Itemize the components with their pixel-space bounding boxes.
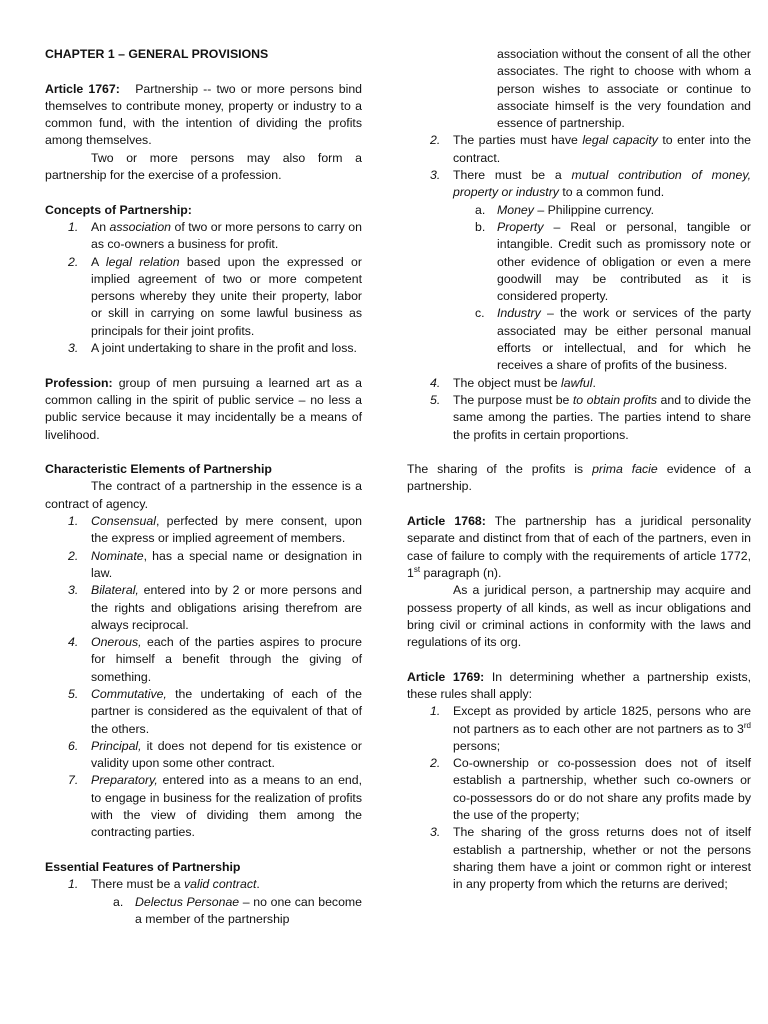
article-1767 xyxy=(45,81,362,150)
sharing-profits-note: The sharing of the profits is prima facie evidence of a partnership. xyxy=(407,462,751,494)
list-item: 7. Preparatory, entered into as a means to an end, to engage in business for the realization of profits with the view of dividing them among the contracting parties. xyxy=(68,773,362,840)
sub-list-item: a. Money – Philippine currency. xyxy=(475,202,654,217)
article-1767-text: Partnership -- two or more persons bind themselves to contribute money, property or industry to a common fund, with the intention of dividing the profits among themselves. xyxy=(45,81,363,148)
list-item: 5. The purpose must be to obtain profits and to divide the same among the parties. The parties intend to share the profits in certain proportions. xyxy=(430,392,751,442)
article-1769-label: Article 1769: xyxy=(407,669,485,684)
characteristic-intro: The contract of a partnership in the essence is a contract of agency. xyxy=(45,479,362,511)
article-1768-label: Article 1768: xyxy=(407,514,486,529)
sub-list-item: c. Industry – the work or services of the party associated may be either personal manual efforts or intellectual, and for which he receives a share of profits of the business. xyxy=(475,306,751,373)
profession-definition: Profession: group of men pursuing a learned art as a common calling in the spirit of public service – no less a public service because it may incidentally be a means of livelihood. xyxy=(45,375,362,442)
list-item: 2. Nominate, has a special name or designation in law. xyxy=(68,548,362,580)
characteristic-heading: Characteristic Elements of Partnership xyxy=(45,462,272,477)
right-column xyxy=(407,46,751,894)
sub-list-item-continued: association without the consent of all the other associates. The right to choose with whom a person wishes to associate or continue to associate himself is the very foundation and essence of partnership. xyxy=(497,47,751,131)
article-1768-para2: As a juridical person, a partnership may acquire and possess property of all kinds, as well as incur obligations and bring civil or criminal actions in conformity with the laws and regulations of its org. xyxy=(407,583,751,650)
sub-list-item: b. Property – Real or personal, tangible or intangible. Credit such as promissory note or other evidence of obligation or even a mere goodwill may be contributed as it is considered property. xyxy=(475,219,751,304)
list-item: 1. There must be a valid contract. xyxy=(68,877,260,892)
list-item: 1. Except as provided by article 1825, persons who are not partners as to each other are not partners as to 3rd persons; xyxy=(430,704,751,753)
list-item: 1. An association of two or more persons to carry on as co-owners a business for profit. xyxy=(68,219,362,252)
left-column xyxy=(45,46,362,928)
list-item: 5. Commutative, the undertaking of each of the partner is considered as the equivalent of that of the others. xyxy=(68,686,362,736)
article-1769: Article 1769: In determining whether a partnership exists, these rules shall apply: xyxy=(407,669,752,701)
list-item: 4. The object must be lawful. xyxy=(430,375,596,390)
chapter-title: CHAPTER 1 – GENERAL PROVISIONS xyxy=(45,47,269,61)
sub-list-item: a. Delectus Personae – no one can become a member of the partnership xyxy=(113,894,362,926)
list-item: 3. There must be a mutual contribution of money, property or industry to a common fund. xyxy=(430,168,751,200)
list-item: 4. Onerous, each of the parties aspires to procure for himself a benefit through the giving of something. xyxy=(68,635,362,684)
article-1768: Article 1768: The partnership has a juridical personality separate and distinct from that of each of the partners, even in case of failure to comply with the requirements of article 1772, 1st paragraph (n). xyxy=(407,514,751,580)
list-item: 3. A joint undertaking to share in the profit and loss. xyxy=(68,341,357,356)
list-item: 6. Principal, it does not depend for tis existence or validity upon some other contract. xyxy=(68,738,362,771)
list-item: 2. A legal relation based upon the expressed or implied agreement of two or more competent persons whereby they unite their property, labor or skill in carrying on some lawful business as principals for their joint profits. xyxy=(68,254,362,338)
concepts-heading: Concepts of Partnership: xyxy=(45,202,192,217)
list-item: 1. Consensual, perfected by mere consent, upon the express or implied agreement of members. xyxy=(68,514,362,546)
article-1767-para2: Two or more persons may also form a partnership for the exercise of a profession. xyxy=(45,150,362,183)
list-item: 2. Co-ownership or co-possession does not of itself establish a partnership, whether such co-owners or co-possessors do or do not share any profits made by the use of the property; xyxy=(430,756,751,823)
list-item: 3. The sharing of the gross returns does not of itself establish a partnership, whether or not the persons sharing them have a joint or common right or interest in any property from which the returns are derived; xyxy=(430,825,751,892)
list-item: 2. The parties must have legal capacity to enter into the contract. xyxy=(430,133,751,165)
article-1767-label: Article 1767: xyxy=(45,81,120,96)
essential-heading: Essential Features of Partnership xyxy=(45,859,241,874)
profession-label: Profession: xyxy=(45,375,113,390)
list-item: 3. Bilateral, entered into by 2 or more persons and the rights and obligations arising therefrom are always reciprocal. xyxy=(68,583,362,632)
